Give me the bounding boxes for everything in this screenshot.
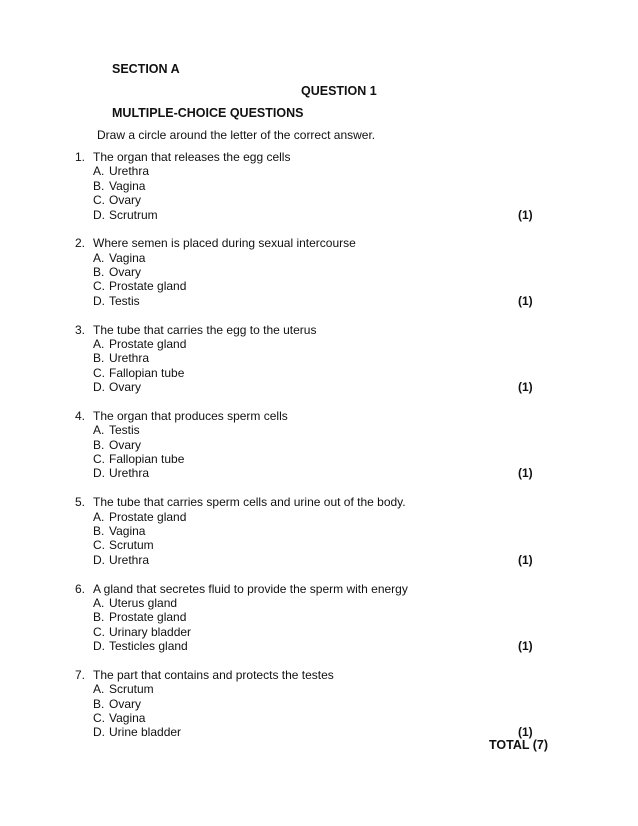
option-text: Vagina bbox=[109, 250, 146, 265]
option-text: Ovary bbox=[109, 437, 142, 452]
option-text: Urethra bbox=[109, 552, 150, 567]
option-letter[interactable]: D. bbox=[93, 466, 105, 481]
answer-option[interactable] bbox=[93, 510, 186, 524]
question-text: The tube that carries sperm cells and urine out of the body. bbox=[93, 495, 406, 510]
option-text: Vagina bbox=[109, 523, 146, 538]
question-text: The organ that releases the egg cells bbox=[93, 150, 291, 164]
mark-allocation: (1) bbox=[518, 293, 533, 308]
option-letter[interactable]: D. bbox=[93, 725, 105, 740]
option-text: Testicles gland bbox=[109, 639, 188, 654]
option-text: Ovary bbox=[109, 193, 142, 208]
question-text: The organ that produces sperm cells bbox=[93, 408, 288, 423]
option-letter[interactable]: C. bbox=[93, 624, 105, 639]
option-text: Vagina bbox=[109, 710, 146, 725]
question-title: QUESTION 1 bbox=[301, 84, 377, 98]
option-text: Testis bbox=[109, 423, 140, 438]
section-title: SECTION A bbox=[112, 62, 180, 76]
answer-option[interactable] bbox=[93, 538, 186, 552]
answer-options bbox=[93, 510, 186, 568]
answer-option[interactable] bbox=[93, 337, 186, 351]
answer-option[interactable] bbox=[93, 164, 158, 178]
option-text: Urethra bbox=[109, 466, 150, 481]
mark-allocation: (1) bbox=[518, 725, 533, 740]
mark-allocation: (1) bbox=[518, 380, 533, 395]
answer-option[interactable] bbox=[93, 682, 181, 696]
option-letter[interactable]: B. bbox=[93, 351, 105, 366]
option-letter[interactable]: C. bbox=[93, 193, 105, 208]
answer-option[interactable] bbox=[93, 466, 184, 480]
answer-option[interactable] bbox=[93, 193, 158, 207]
question-number: 2. bbox=[75, 236, 86, 251]
question-text: The part that contains and protects the testes bbox=[93, 667, 334, 682]
option-letter[interactable]: B. bbox=[93, 523, 105, 538]
answer-option[interactable] bbox=[93, 697, 181, 711]
question-item bbox=[75, 582, 545, 654]
answer-option[interactable] bbox=[93, 366, 186, 380]
question-item bbox=[75, 323, 545, 395]
question-item bbox=[75, 150, 545, 222]
answer-option[interactable] bbox=[93, 438, 184, 452]
answer-option[interactable] bbox=[93, 610, 191, 624]
instruction-text: Draw a circle around the letter of the correct answer. bbox=[97, 128, 376, 142]
question-number: 7. bbox=[75, 667, 86, 682]
mark-allocation: (1) bbox=[518, 552, 533, 567]
option-text: Testis bbox=[109, 293, 140, 308]
question-item bbox=[75, 668, 545, 740]
answer-option[interactable] bbox=[93, 279, 186, 293]
option-letter[interactable]: B. bbox=[93, 696, 105, 711]
option-text: Prostate gland bbox=[109, 279, 187, 294]
option-text: Urine bladder bbox=[109, 725, 182, 740]
option-text: Fallopian tube bbox=[109, 452, 185, 467]
option-letter[interactable]: C. bbox=[93, 710, 105, 725]
option-letter[interactable]: A. bbox=[93, 682, 105, 697]
option-text: Urinary bladder bbox=[109, 624, 192, 639]
answer-option[interactable] bbox=[93, 208, 158, 222]
option-letter[interactable]: B. bbox=[93, 265, 105, 280]
option-text: Scrutrum bbox=[109, 207, 158, 222]
option-letter[interactable]: A. bbox=[93, 164, 105, 179]
option-letter[interactable]: A. bbox=[93, 423, 105, 438]
answer-option[interactable] bbox=[93, 251, 186, 265]
option-text: Ovary bbox=[109, 265, 142, 280]
option-text: Scrutum bbox=[109, 538, 154, 553]
option-text: Ovary bbox=[109, 696, 142, 711]
question-number: 3. bbox=[75, 322, 86, 337]
mcq-heading: MULTIPLE-CHOICE QUESTIONS bbox=[112, 106, 304, 120]
answer-option[interactable] bbox=[93, 711, 181, 725]
answer-option[interactable] bbox=[93, 265, 186, 279]
answer-option[interactable] bbox=[93, 524, 186, 538]
answer-option[interactable] bbox=[93, 596, 191, 610]
option-letter[interactable]: B. bbox=[93, 610, 105, 625]
option-text: Uterus gland bbox=[109, 595, 178, 610]
question-item bbox=[75, 495, 545, 567]
option-text: Urethra bbox=[109, 351, 150, 366]
mark-allocation: (1) bbox=[518, 207, 533, 222]
option-text: Fallopian tube bbox=[109, 365, 185, 380]
option-letter[interactable]: B. bbox=[93, 437, 105, 452]
option-letter[interactable]: D. bbox=[93, 380, 105, 395]
total-marks: TOTAL (7) bbox=[489, 738, 549, 752]
answer-option[interactable] bbox=[93, 553, 186, 567]
answer-option[interactable] bbox=[93, 380, 186, 394]
answer-options bbox=[93, 423, 184, 481]
answer-options bbox=[93, 251, 186, 309]
question-number: 1. bbox=[75, 150, 86, 164]
mark-allocation: (1) bbox=[518, 639, 533, 654]
option-letter[interactable]: A. bbox=[93, 595, 105, 610]
option-text: Scrutum bbox=[109, 682, 154, 697]
option-letter[interactable]: C. bbox=[93, 538, 105, 553]
question-number: 4. bbox=[75, 408, 86, 423]
answer-options bbox=[93, 164, 158, 222]
option-letter[interactable]: D. bbox=[93, 639, 105, 654]
question-number: 6. bbox=[75, 581, 86, 596]
question-item bbox=[75, 409, 545, 481]
option-text: Ovary bbox=[109, 380, 142, 395]
question-text: A gland that secretes fluid to provide the sperm with energy bbox=[93, 581, 408, 596]
answer-option[interactable] bbox=[93, 423, 184, 437]
question-text: The tube that carries the egg to the uterus bbox=[93, 322, 317, 337]
answer-option[interactable] bbox=[93, 452, 184, 466]
option-text: Prostate gland bbox=[109, 509, 187, 524]
question-text: Where semen is placed during sexual intercourse bbox=[93, 236, 356, 251]
answer-option[interactable] bbox=[93, 294, 186, 308]
question-item bbox=[75, 236, 545, 308]
answer-option[interactable] bbox=[93, 725, 181, 739]
option-text: Prostate gland bbox=[109, 610, 187, 625]
answer-option[interactable] bbox=[93, 179, 158, 193]
answer-options bbox=[93, 337, 186, 395]
answer-option[interactable] bbox=[93, 639, 191, 653]
question-number: 5. bbox=[75, 495, 86, 510]
option-text: Prostate gland bbox=[109, 336, 187, 351]
option-letter[interactable]: A. bbox=[93, 509, 105, 524]
option-letter[interactable]: B. bbox=[93, 178, 105, 193]
option-letter[interactable]: A. bbox=[93, 250, 105, 265]
option-letter[interactable]: C. bbox=[93, 452, 105, 467]
mark-allocation: (1) bbox=[518, 466, 533, 481]
option-letter[interactable]: A. bbox=[93, 336, 105, 351]
option-letter[interactable]: D. bbox=[93, 293, 105, 308]
answer-options bbox=[93, 682, 181, 740]
answer-option[interactable] bbox=[93, 351, 186, 365]
option-text: Urethra bbox=[109, 164, 150, 179]
option-letter[interactable]: D. bbox=[93, 207, 105, 222]
answer-options bbox=[93, 596, 191, 654]
option-letter[interactable]: D. bbox=[93, 552, 105, 567]
option-letter[interactable]: C. bbox=[93, 365, 105, 380]
answer-option[interactable] bbox=[93, 625, 191, 639]
option-text: Vagina bbox=[109, 178, 146, 193]
option-letter[interactable]: C. bbox=[93, 279, 105, 294]
